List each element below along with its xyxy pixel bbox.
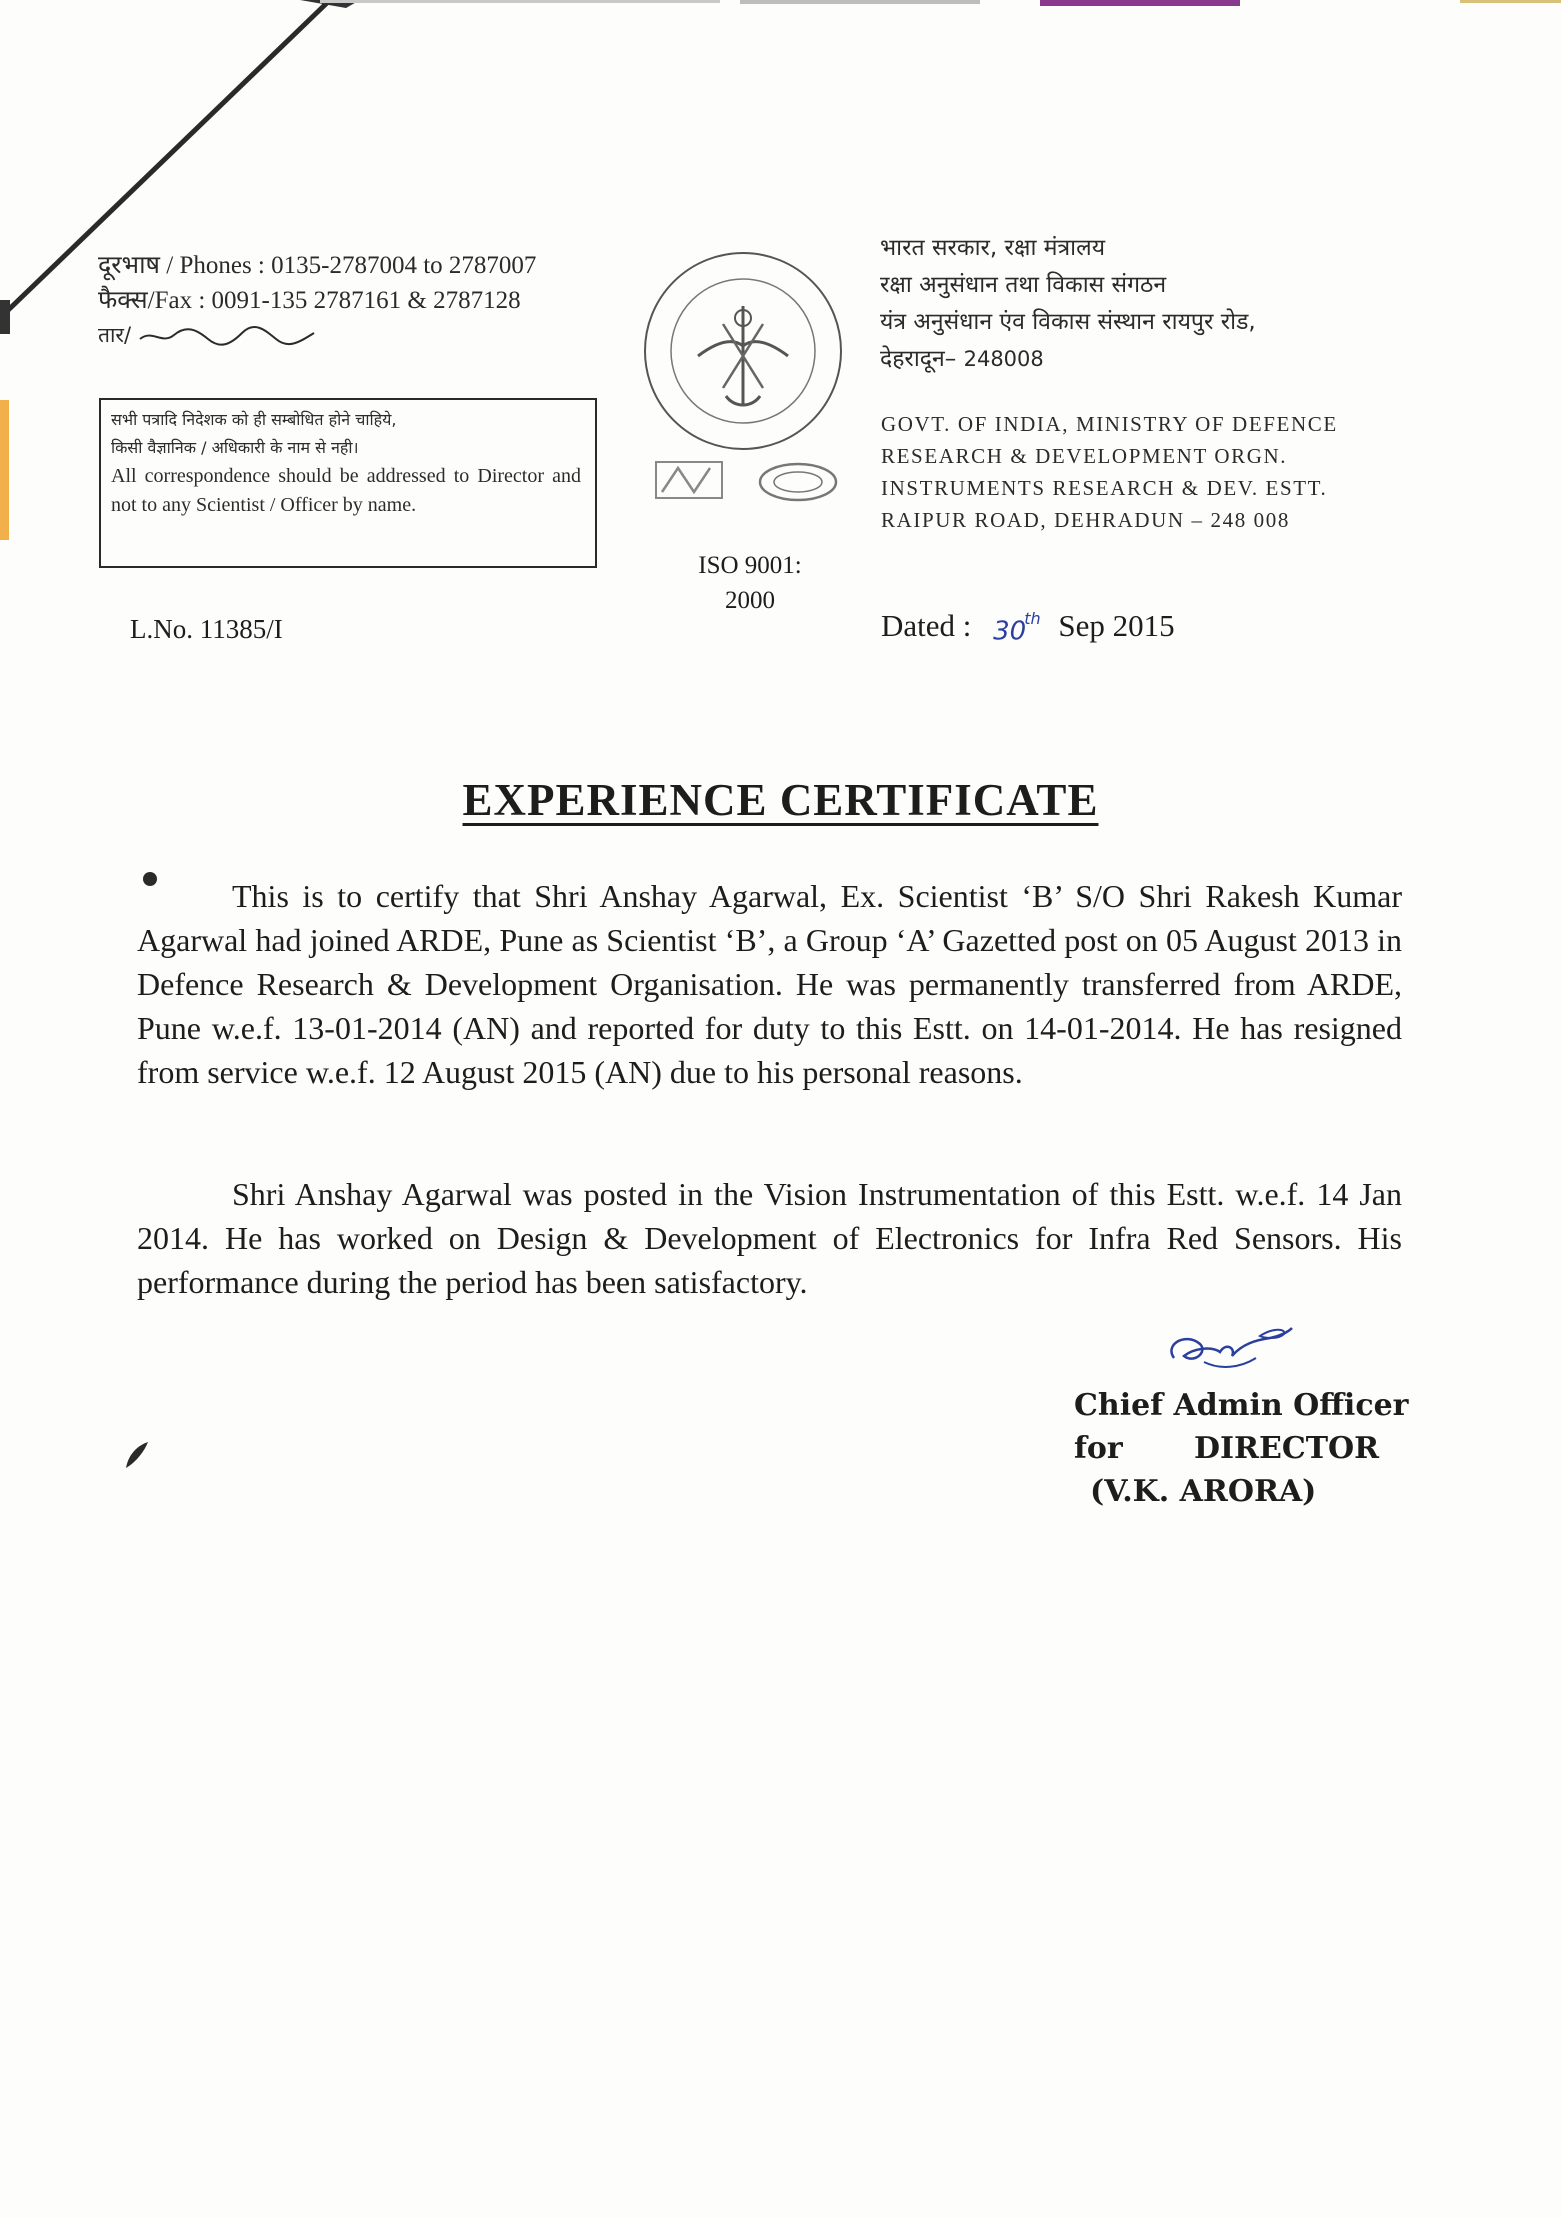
org-en-line-1: GOVT. OF INDIA, MINISTRY OF DEFENCE bbox=[881, 412, 1338, 436]
telegram-label: तार/ bbox=[98, 323, 132, 347]
certificate-title-text: EXPERIENCE CERTIFICATE bbox=[462, 775, 1099, 825]
organisation-hindi-address bbox=[880, 230, 1256, 378]
org-hindi-line-4 bbox=[880, 341, 1256, 378]
scan-top-edge bbox=[320, 0, 1561, 10]
correspondence-notice-box bbox=[99, 398, 597, 568]
contact-block bbox=[98, 248, 536, 353]
letter-reference-number: L.No. 11385/I bbox=[130, 614, 283, 644]
org-en-line-3: INSTRUMENTS RESEARCH & DEV. ESTT. bbox=[881, 476, 1328, 500]
org-hindi-line-2: रक्षा अनुसंधान तथा विकास संगठन bbox=[880, 272, 1167, 298]
notice-english: All correspondence should be addressed to Director and not to any Scientist / Officer by name. bbox=[111, 465, 581, 516]
handwritten-signature bbox=[1160, 1318, 1300, 1390]
org-hindi-line-1: भारत सरकार, रक्षा मंत्रालय bbox=[880, 235, 1106, 261]
date-month-year: Sep 2015 bbox=[1058, 608, 1175, 643]
org-en-line-4: RAIPUR ROAD, DEHRADUN – 248 008 bbox=[881, 508, 1290, 532]
notice-hindi-line-1: सभी पत्रादि निदेशक को ही सम्बोधित होने चाहिये, bbox=[111, 410, 397, 429]
telegram-address-scribble bbox=[138, 325, 328, 347]
day-suffix: th bbox=[1024, 609, 1041, 629]
scan-edge-mark bbox=[0, 300, 10, 334]
iso-line-1: ISO 9001: bbox=[698, 552, 802, 579]
telegram-line bbox=[98, 318, 536, 353]
phones-line: दूरभाष / Phones : 0135-2787004 to 2787007 bbox=[98, 252, 537, 279]
ink-mark bbox=[122, 1440, 150, 1470]
body-paragraph-1: This is to certify that Shri Anshay Agarwal, Ex. Scientist ‘B’ S/O Shri Rakesh Kumar Agarwal had joined ARDE, Pune as Scientist ‘B’, a Group ‘A’ Gazetted post on 05 August 2013 in Defence Research & Development Organisation. He was permanently transferred from ARDE, Pune w.e.f. 13-01-2014 (AN) and reported for duty to this Estt. on 14-01-2014. He has resigned from service w.e.f. 12 August 2015 (AN) due to his personal reasons. bbox=[137, 878, 1402, 1090]
certificate-title bbox=[0, 774, 1561, 826]
date-line bbox=[881, 608, 1175, 647]
body-paragraph-2: Shri Anshay Agarwal was posted in the Vision Instrumentation of this Estt. w.e.f. 14 Jan 2014. He has worked on Design & Development of Electronics for Infra Red Sensors. His performance during the period has been satisfactory. bbox=[137, 1176, 1402, 1300]
handwritten-day bbox=[993, 609, 1041, 647]
iso-certification bbox=[680, 548, 820, 618]
institution-logos-icon bbox=[648, 452, 848, 508]
signatory-block bbox=[1074, 1384, 1408, 1513]
org-hindi-pin: 248008 bbox=[963, 347, 1044, 371]
org-en-line-2: RESEARCH & DEVELOPMENT ORGN. bbox=[881, 444, 1288, 468]
signatory-for-line bbox=[1074, 1427, 1408, 1470]
org-hindi-line-3: यंत्र अनुसंधान एंव विकास संस्थान रायपुर रोड, bbox=[880, 309, 1256, 335]
signatory-for-label: for bbox=[1074, 1431, 1123, 1466]
org-hindi-city: देहरादून– bbox=[880, 346, 957, 372]
iso-line-2: 2000 bbox=[725, 587, 775, 614]
signatory-designation: Chief Admin Officer bbox=[1074, 1388, 1409, 1423]
notice-hindi-line-2: किसी वैज्ञानिक / अधिकारी के नाम से नही। bbox=[111, 438, 359, 457]
organisation-english-address bbox=[881, 408, 1338, 536]
date-label: Dated : bbox=[881, 608, 972, 643]
day-number: 30 bbox=[993, 617, 1027, 647]
signatory-for-whom: DIRECTOR bbox=[1194, 1431, 1380, 1466]
drdo-emblem-icon bbox=[638, 246, 848, 456]
scan-edge-stain bbox=[0, 400, 9, 540]
signatory-name: (V.K. ARORA) bbox=[1090, 1474, 1317, 1509]
fax-line: फैक्स/Fax : 0091-135 2787161 & 2787128 bbox=[98, 287, 521, 314]
